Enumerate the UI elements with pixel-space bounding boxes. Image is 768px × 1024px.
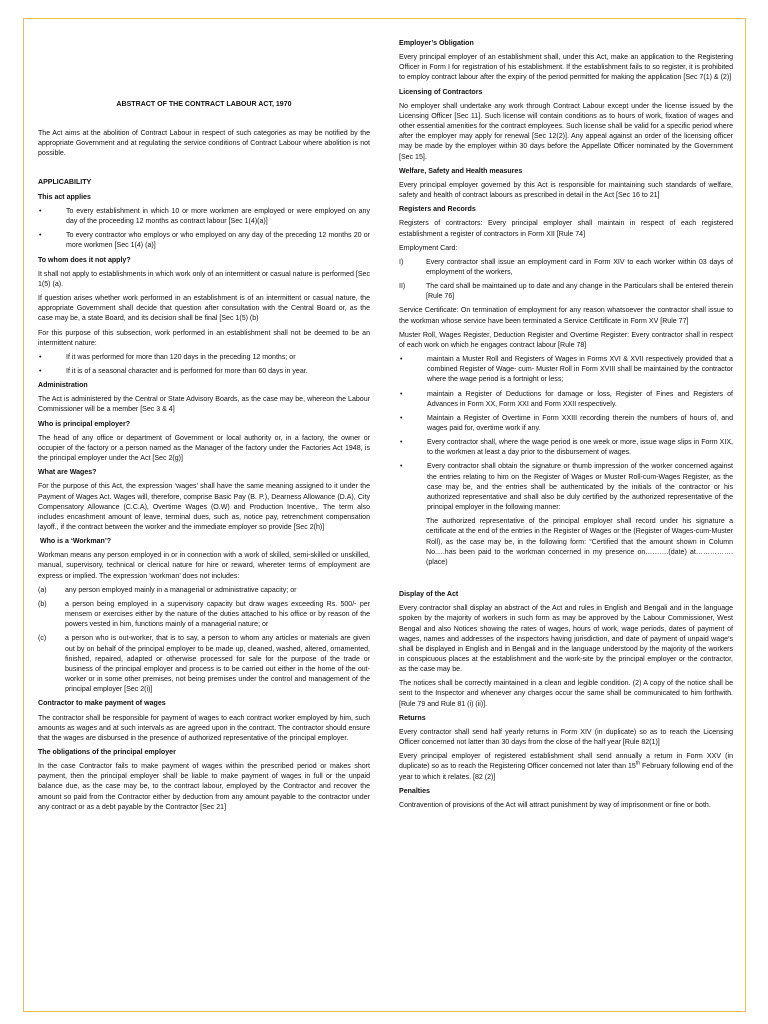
list-item: • Maintain a Register of Overtime in Form XXIII recording therein the numbers of hours of, and wages paid for, overtime work if any. (400, 414, 733, 432)
registers-heading: Registers and Records (399, 206, 476, 214)
paragraph: For the purpose of this Act, the expression ‘wages’ shall have the same meaning assigned to it under the Payment of Wages Act. Wages will, therefore, comprise Basic Pay (B. P.), Dearness Allowance (D.A), City Compensatory Allowance (C.C.A), Overtime Wages (O.W) and Production Incentive,. The term also includes encashment amount of leave, terminal dues, such as, notice pay, retrenchment compensation layoff., if the contract between the worker and the immediate employer so provide [Sec 2(h)] (38, 483, 370, 531)
paragraph: For this purpose of this subsection, work performed in an establishment shall not be deemed to be an intermittent nature: (38, 329, 370, 347)
paragraph: Every contractor shall send half yearly returns in Form XIV (in duplicate) so as to reach the Licensing Officer concerned not latter than 30 days from the close of the half year [Rule 82(1)] (399, 728, 733, 747)
list-item: • If it was performed for more than 120 days in the preceding 12 months; or (38, 353, 370, 363)
paragraph: Service Certificate: On termination of employment for any reason whatsoever the contractor shall issue to the workman whose service have been terminated a Service Certificate in Form XV [Rule 77] (399, 307, 733, 325)
paragraph: If question arises whether work performed in an establishment is of an intermittent or casual nature, the appropriate Government shall decide that question after consultation with the Central Board or, as the case may be, a state Board, and its decision shall be final [Sec 1(5) (b) (38, 295, 370, 323)
paragraph: The notices shall be correctly maintained in a clean and legible condition. (2) A copy of the notice shall be sent to the Inspector and whenever any charges occur the same shall be communicated to him forthwith. [Rule 79 and Rule 81 (i) (ii)]. (399, 680, 733, 708)
list-item: II) The card shall be maintained up to date and any change in the Particulars shall be entered therein [Rule 76] (399, 283, 733, 301)
right-column (399, 19, 733, 811)
bullet-icon: • (400, 390, 403, 398)
bullet-icon: • (400, 463, 403, 471)
paragraph: Every contractor shall display an abstract of the Act and rules in English and Bengali and in the language spoken by the majority of workers in such form as may be approved by the Labour Commissioner, West Bengal and also Notices showing the rates of wages, hours of work, wage periods, dates of payment of wages, names and addresses of the inspectors having jurisdiction, and date of payment of unpaid wage’s shall be displayed in English and in Bengali and in the language understood by the majority of the workers in conspicuous places at the establishment and the work-site by the principal employer or the contractor, as the case may be. (399, 605, 733, 674)
licensing-heading: Licensing of Contractors (399, 88, 483, 96)
list-item: • To every contractor who employs or who employed on any day of the preceding 12 months 20 or more workmen [Sec 1(4) (a)] (39, 232, 370, 250)
penalties-heading: Penalties (399, 787, 430, 795)
paragraph: No employer shall undertake any work through Contract Labour except under the license issued by the Licensing Officer [Sec 11]. Such license will contain conditions as to hours of work, fixation of wages and other essential amenities for the contract employees. Such license shall be valid for a specific period where after the employer may apply for renewal [Sec 12(2)]. Any appeal against an order of the licensing officer may be made by the employer within 30 days before the Appellate Officer nominated by the Government [Sec 15]. (399, 102, 733, 161)
paragraph: The contractor shall be responsible for payment of wages to each contract worker employed by him, such amounts as wages and at such intervals as are agreed upon in the contract. The contractor should ensure that the wages are disbursed in the presence of authorized representative of the principal employer. (38, 714, 370, 742)
list-item: • Every contractor shall, where the wage period is one week or more, issue wage slips in Form XIX, to the workmen at least a day prior to the disbursement of wages. (400, 439, 733, 457)
applicability-heading: APPLICABILITY (38, 178, 92, 186)
paragraph: Every principal employer governed by this Act is responsible for maintaining such standards of welfare, safety and health of contract labours as prescribed in detail in the Act [Sec 16 to 21] (399, 181, 733, 200)
left-column (38, 19, 370, 813)
display-heading: Display of the Act (399, 591, 459, 599)
intro-paragraph: The Act aims at the abolition of Contract Labour in respect of such categories as may be notified by the appropriate Government and at regulating the service conditions of Contract Labour where abolition is not possible. (38, 130, 370, 158)
employer-obligation-heading: Employer’s Obligation (399, 40, 474, 47)
document-page (23, 18, 746, 1012)
list-item: • maintain a Muster Roll and Registers of Wages in Forms XVI & XVII respectively provided that a combined Register of Wage- cum- Muster Roll in Form XVIII shall be maintained by the contractor where the wage period is a fortnight or less; (400, 356, 733, 384)
contractor-payment-heading: Contractor to make payment of wages (38, 700, 166, 708)
paragraph: Contravention of provisions of the Act will attract punishment by way of imprisonment or fine or both. (399, 801, 711, 809)
bullet-icon: • (39, 232, 42, 240)
paragraph: The head of any office or department of Government or local authority or, in a factory, the owner or occupier of the factory or a person named as the Manager of the factory under the Factories Act 1948, is the principal employer under the Act [Sec 2(g)] (38, 434, 370, 463)
list-item: (a) any person employed mainly in a managerial or administrative capacity; or (38, 586, 297, 594)
principal-employer-heading: Who is principal employer? (38, 420, 131, 428)
wages-heading: What are Wages? (38, 469, 97, 477)
list-item: (b) a person being employed in a supervisory capacity but draw wages exceeding Rs. 500/- per mensem or exercises either by the nature of the duties attached to his office or by reason of the powers vested in him, functions mainly of a managerial nature; or (38, 600, 370, 629)
paragraph: The authorized representative of the principal employer shall record under his signature a certificate at the end of the entries in the Register of Wages or the (Register of Wages-cum-Muster Roll), as the case may be, in the following form: “Certified that the amount shown in Column No.....has been paid to the workman concerned in my presence on……….(date) at…………….(place) (426, 518, 733, 566)
employment-card-label: Employment Card: (399, 244, 458, 252)
list-item: • To every establishment in which 10 or more workmen are employed or were employed on any day of the proceeding 12 months as contract labour [Sec 1(4)(a)] (39, 207, 370, 226)
bullet-icon: • (39, 353, 42, 361)
list-item: • maintain a Register of Deductions for damage or loss, Register of Fines and Registers of Advances in Form XX, Form XXI and Form XXII respectively. (400, 390, 733, 408)
bullet-icon: • (400, 356, 403, 364)
returns-heading: Returns (399, 714, 426, 722)
paragraph: It shall not apply to establishments in which work only of an intermittent or casual nature is performed [Sec 1(5) (a). (38, 270, 370, 288)
paragraph: The Act is administered by the Central or State Advisory Boards, as the case may be, whereon the Labour Commissioner will be a member [Sec 3 & 4] (38, 396, 370, 414)
paragraph: Every principal employer of an establishment shall, under this Act, make an application to the Registering Officer in Form I for registration of his establishment. If the establishment fails to so register, it is prohibited to employ contract labour after the expiry of the period permitted for making the application [Sec 7(1) & (2)] (399, 54, 733, 82)
workman-heading: Who is a ‘Workman’? (38, 538, 112, 546)
administration-heading: Administration (38, 382, 88, 390)
bullet-icon: • (400, 439, 403, 447)
paragraph: Registers of contractors: Every principal employer shall maintain in respect of each registered establishment a register of contractors in Form XII [Rule 74] (399, 220, 733, 238)
obligations-heading: The obligations of the principal employer (38, 748, 176, 756)
applies-heading: This act applies (38, 193, 91, 201)
bullet-icon: • (39, 367, 42, 375)
welfare-heading: Welfare, Safety and Health measures (399, 167, 523, 175)
list-item: • If it is of a seasonal character and is performed for more than 60 days in year. (38, 367, 370, 377)
document-title: ABSTRACT OF THE CONTRACT LABOUR ACT, 1970 (116, 101, 292, 108)
paragraph: In the case Contractor fails to make payment of wages within the prescribed period or makes short payment, then the principal employer shall be liable to make payment of wages in full or the unpaid balance due, as the case may be, to the contract labour, employed by the Contractor and recover the amount so paid from the Contractor either by deduction from any amount payable to the contractor under any contract or as a debt payable by the Contractor [Sec 21] (38, 763, 370, 811)
list-item: I) Every contractor shall issue an employment card in Form XIV to each worker within 03 days of employment of the workers, (399, 258, 733, 276)
list-item: (c) a person who is out-worker, that is to say, a person to whom any articles or materials are given out by on behalf of the principal employer to be made up, cleaned, washed, altered, ornamented, finished, repaired, adapted or otherwise processed for sale for the purpose of the trade or business of the principal employer and process is to be carried out either in the home of the out-worker or in some other premises, not being premises under the control and management of the principal employer [Sec 2(i)] (38, 635, 370, 694)
list-item: • Every contractor shall obtain the signature or thumb impression of the worker concerned against the entries relating to him on the Register of Wages or Muster Roll-cum-Wages Register, as the case may be, and the entries shall be authenticated by the initials of the contractor or his authorized representative and shall also be duly certified by the authorized representative of the principal employer in the following manner: (400, 463, 733, 512)
paragraph: Workman means any person employed in or in connection with a work of skilled, semi-skilled or unskilled, manual, supervisory, technical or clerical nature for hire or reward, whereter terms of employment are express or implied. The expression ‘workman’ does not includes: (38, 552, 370, 580)
bullet-icon: • (39, 207, 42, 215)
bullet-icon: • (400, 414, 403, 422)
not-apply-heading: To whom does it not apply? (38, 256, 131, 264)
paragraph: Muster Roll, Wages Register, Deduction Register and Overtime Register: Every contractor shall in respect of each work on which he engages contract labour [Rule 78] (399, 331, 733, 349)
paragraph: Every principal employer of registered establishment shall send annually a return in Form XXV (in duplicate) so as to reach the Registering Officer concerned not later than 15th February following end of the year to which it relates. [82 (2)] (399, 753, 733, 781)
